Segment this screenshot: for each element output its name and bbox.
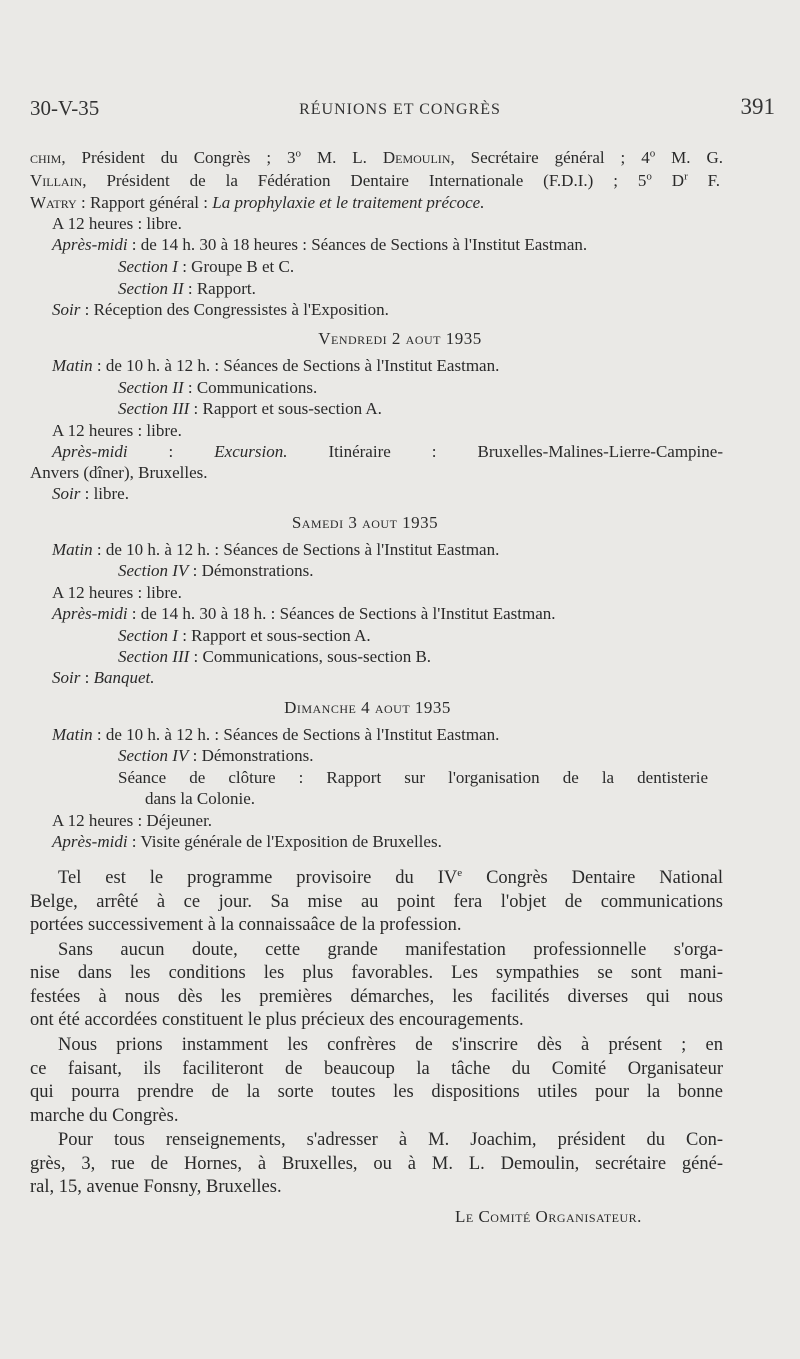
italic-text: Après-midi [52, 604, 128, 623]
italic-text: La prophylaxie et le traitement précoce. [212, 193, 485, 212]
paragraph-2-line-2: nise dans les conditions les plus favorables. Les sympathies se sont mani- [30, 963, 723, 983]
italic-text: Section IV [118, 746, 189, 765]
italic-text: Section I [118, 257, 178, 276]
saturday-line-7 [52, 668, 154, 688]
text: Tel est le programme provisoire du IV [58, 868, 458, 888]
superscript: r [684, 170, 688, 183]
text: , Président du Congrès ; 3 [61, 148, 296, 167]
header-date: 30-V-35 [30, 96, 100, 120]
name-smallcaps: Villain [30, 171, 83, 190]
text: M. L. [301, 148, 383, 167]
italic-text: Soir [52, 484, 81, 503]
text: : de 10 h. à 12 h. : Séances de Sections à l'Institut Eastman. [92, 540, 500, 559]
italic-text: Après-midi [52, 832, 128, 851]
text: : Rapport. [183, 279, 256, 298]
paragraph-4-line-2: grès, 3, rue de Hornes, à Bruxelles, ou à M. L. Demoulin, secrétaire géné- [30, 1154, 723, 1174]
text: : de 14 h. 30 à 18 heures : Séances de Sections à l'Institut Eastman. [127, 235, 588, 254]
friday-line-5 [52, 442, 723, 462]
paragraph-3-line-2: ce faisant, ils faciliteront de beaucoup la tâche du Comité Organisateur [30, 1059, 723, 1079]
paragraph-3-line-3: qui pourra prendre de la sorte toutes les dispositions utiles pour la bonne [30, 1082, 723, 1102]
italic-text: Section III [118, 647, 190, 666]
superscript: o [649, 147, 656, 160]
text: : Rapport et sous-section A. [189, 399, 382, 418]
text: : Groupe B et C. [177, 257, 295, 276]
text: : Démonstrations. [188, 561, 314, 580]
italic-text: Section II [118, 279, 184, 298]
paragraph-3-line-1: Nous prions instamment les confrères de s'inscrire dès à présent ; en [58, 1035, 723, 1055]
text: : [127, 442, 215, 461]
saturday-line-3: A 12 heures : libre. [52, 583, 182, 602]
text: : Communications. [183, 378, 318, 397]
sunday-line-3: Séance de clôture : Rapport sur l'organisation de la dentisterie [118, 768, 708, 787]
text: : Visite générale de l'Exposition de Bruxelles. [127, 832, 442, 851]
italic-text: Excursion. [214, 442, 288, 461]
intro-line-5 [52, 235, 587, 255]
text: , Secrétaire général ; 4 [450, 148, 650, 167]
friday-line-6: Anvers (dîner), Bruxelles. [30, 463, 208, 482]
italic-text: Soir [52, 668, 81, 687]
text: Congrès Dentaire National [462, 868, 724, 888]
name-smallcaps: chim [30, 148, 62, 167]
text: : libre. [80, 484, 129, 503]
signature: Le Comité Organisateur. [455, 1207, 642, 1226]
text: : de 10 h. à 12 h. : Séances de Sections à l'Institut Eastman. [92, 356, 500, 375]
paragraph-1-line-1 [58, 868, 723, 888]
superscript: o [295, 147, 301, 160]
saturday-line-6 [118, 647, 431, 667]
text: F. [687, 171, 721, 190]
italic-text: Matin [52, 540, 93, 559]
saturday-line-1 [52, 540, 499, 560]
text: M. G. [655, 148, 724, 167]
intro-line-3 [30, 193, 484, 213]
sunday-line-2 [118, 746, 313, 766]
italic-text: Soir [52, 300, 81, 319]
intro-line-1 [30, 148, 723, 168]
name-smallcaps: Demoulin [382, 148, 451, 167]
sunday-line-6 [52, 832, 442, 852]
paragraph-1-line-2: Belge, arrêté à ce jour. Sa mise au point fera l'objet de communications [30, 892, 723, 912]
superscript: e [457, 866, 463, 879]
friday-line-2 [118, 378, 317, 398]
heading-friday: Vendredi 2 aout 1935 [318, 329, 482, 348]
text: : Communications, sous-section B. [189, 647, 432, 666]
italic-text: Banquet. [93, 668, 155, 687]
text: : de 14 h. 30 à 18 h. : Séances de Sections à l'Institut Eastman. [127, 604, 556, 623]
italic-text: Après-midi [52, 235, 128, 254]
sunday-line-4: dans la Colonie. [145, 789, 256, 808]
superscript: o [646, 170, 652, 183]
italic-text: Section IV [118, 561, 189, 580]
saturday-line-4 [52, 604, 556, 624]
italic-text: Section III [118, 399, 190, 418]
text: : Démonstrations. [188, 746, 314, 765]
heading-saturday: Samedi 3 aout 1935 [291, 513, 439, 532]
italic-text: Section I [118, 626, 178, 645]
saturday-line-2 [118, 561, 313, 581]
text: Itinéraire : Bruxelles-Malines-Lierre-Campine- [287, 442, 723, 461]
intro-line-2 [30, 171, 720, 191]
friday-line-3 [118, 399, 382, 419]
heading-sunday: Dimanche 4 aout 1935 [284, 698, 451, 717]
paragraph-2-line-4: ont été accordées constituent le plus précieux des encouragements. [30, 1010, 524, 1030]
header-title: RÉUNIONS ET CONGRÈS [299, 101, 501, 118]
text: D [651, 171, 685, 190]
text: : Rapport et sous-section A. [177, 626, 371, 645]
page-number: 391 [740, 94, 775, 119]
text: : de 10 h. à 12 h. : Séances de Sections à l'Institut Eastman. [92, 725, 500, 744]
friday-line-7 [52, 484, 129, 504]
text: : Réception des Congressistes à l'Exposition. [80, 300, 389, 319]
paragraph-4-line-3: ral, 15, avenue Fonsny, Bruxelles. [30, 1177, 282, 1197]
intro-line-8 [52, 300, 389, 320]
intro-line-6 [118, 257, 294, 277]
friday-line-1 [52, 356, 499, 376]
italic-text: Après-midi [52, 442, 128, 461]
saturday-line-5 [118, 626, 371, 646]
paragraph-2-line-3: festées à nous dès les premières démarches, les facilités diverses qui nous [30, 987, 723, 1007]
text: : Rapport général : [76, 193, 213, 212]
intro-line-7 [118, 279, 256, 299]
paragraph-1-line-3: portées successivement à la connaissaâce de la profession. [30, 915, 462, 935]
sunday-line-5: A 12 heures : Déjeuner. [52, 811, 213, 830]
text: , Président de la Fédération Dentaire Internationale (F.D.I.) ; 5 [82, 171, 647, 190]
paragraph-2-line-1: Sans aucun doute, cette grande manifestation professionnelle s'orga- [58, 940, 723, 960]
italic-text: Matin [52, 725, 93, 744]
italic-text: Matin [52, 356, 93, 375]
paragraph-4-line-1: Pour tous renseignements, s'adresser à M. Joachim, président du Con- [58, 1130, 723, 1150]
italic-text: Section II [118, 378, 184, 397]
text: : [80, 668, 94, 687]
name-smallcaps: Watry [30, 193, 77, 212]
paragraph-3-line-4: marche du Congrès. [30, 1106, 179, 1126]
sunday-line-1 [52, 725, 499, 745]
intro-line-4: A 12 heures : libre. [52, 214, 182, 233]
friday-line-4: A 12 heures : libre. [52, 421, 182, 440]
